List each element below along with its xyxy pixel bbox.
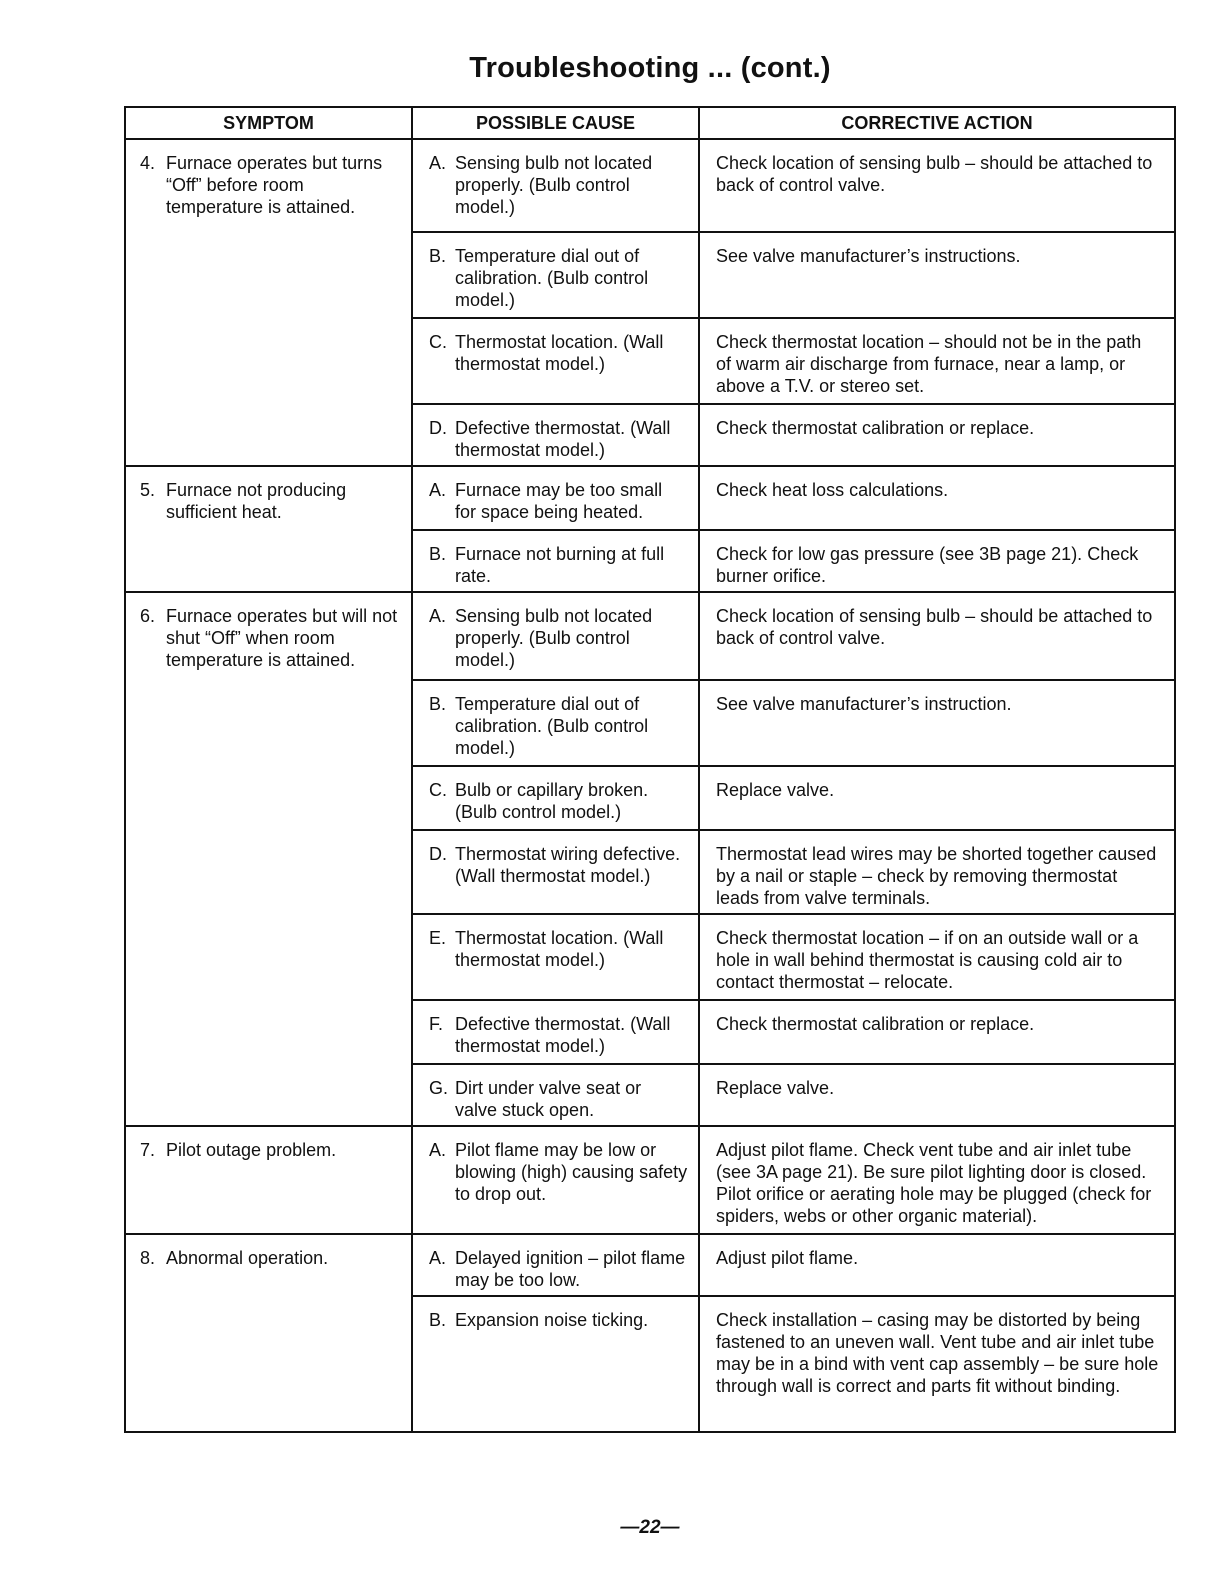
symptom-number: 7. — [140, 1140, 156, 1160]
symptom-cell — [125, 139, 412, 466]
cause-text: Dirt under valve seat or valve stuck open. — [455, 1078, 642, 1120]
cause-text: Expansion noise ticking. — [455, 1310, 649, 1330]
symptom-text: Pilot outage problem. — [166, 1140, 337, 1160]
cause-letter: A. — [429, 1140, 447, 1160]
cause-letter: B. — [429, 694, 447, 714]
symptom-number: 4. — [140, 153, 156, 173]
cause-text: Thermostat location. (Wall thermostat model.) — [455, 928, 664, 970]
cause-cell — [412, 680, 699, 766]
cause-text: Thermostat location. (Wall thermostat model.) — [455, 332, 664, 374]
symptom-cell — [125, 1126, 412, 1234]
action-cell: Adjust pilot flame. Check vent tube and air inlet tube (see 3A page 21). Be sure pilot lighting door is closed. Pilot orifice or aerating hole may be plugged (check for spiders, webs or other organic material). — [699, 1126, 1175, 1234]
cause-cell — [412, 592, 699, 680]
table-row — [125, 592, 1175, 680]
cause-letter: B. — [429, 544, 447, 564]
symptom-text: Abnormal operation. — [166, 1248, 329, 1268]
cause-cell — [412, 232, 699, 318]
action-cell: Check location of sensing bulb – should be attached to back of control valve. — [699, 139, 1175, 232]
cause-cell — [412, 830, 699, 914]
cause-text: Bulb or capillary broken. (Bulb control model.) — [455, 780, 649, 822]
cause-cell — [412, 466, 699, 530]
cause-letter: G. — [429, 1078, 449, 1098]
action-cell: Check thermostat location – if on an outside wall or a hole in wall behind thermostat is causing cold air to contact thermostat – relocate. — [699, 914, 1175, 1000]
header-row — [125, 107, 1175, 139]
cause-cell — [412, 766, 699, 830]
action-cell: Check thermostat calibration or replace. — [699, 404, 1175, 466]
cause-letter: F. — [429, 1014, 444, 1034]
action-cell: See valve manufacturer’s instructions. — [699, 232, 1175, 318]
cause-letter: E. — [429, 928, 447, 948]
troubleshooting-table — [124, 106, 1176, 1433]
symptom-cell — [125, 592, 412, 1126]
cause-text: Sensing bulb not located properly. (Bulb control model.) — [455, 153, 653, 217]
cause-letter: B. — [429, 1310, 447, 1330]
header-corrective-action: CORRECTIVE ACTION — [699, 107, 1175, 139]
symptom-text: Furnace operates but turns “Off” before room temperature is attained. — [166, 153, 383, 217]
symptom-cell — [125, 1234, 412, 1432]
cause-cell — [412, 1126, 699, 1234]
table-row — [125, 139, 1175, 232]
cause-cell — [412, 1000, 699, 1064]
cause-cell — [412, 404, 699, 466]
cause-text: Defective thermostat. (Wall thermostat model.) — [455, 418, 671, 460]
cause-text: Furnace not burning at full rate. — [455, 544, 665, 586]
cause-cell — [412, 530, 699, 592]
cause-cell — [412, 1296, 699, 1432]
action-cell: Replace valve. — [699, 766, 1175, 830]
header-symptom: SYMPTOM — [125, 107, 412, 139]
action-cell: Adjust pilot flame. — [699, 1234, 1175, 1296]
cause-text: Delayed ignition – pilot flame may be too low. — [455, 1248, 686, 1290]
cause-text: Sensing bulb not located properly. (Bulb control model.) — [455, 606, 653, 670]
cause-letter: A. — [429, 606, 447, 626]
cause-letter: D. — [429, 844, 447, 864]
symptom-text: Furnace operates but will not shut “Off” when room temperature is attained. — [166, 606, 398, 670]
action-cell: Thermostat lead wires may be shorted together caused by a nail or staple – check by removing thermostat leads from valve terminals. — [699, 830, 1175, 914]
action-cell: Check thermostat location – should not be in the path of warm air discharge from furnace, near a lamp, or above a T.V. or stereo set. — [699, 318, 1175, 404]
cause-cell — [412, 1234, 699, 1296]
symptom-number: 6. — [140, 606, 156, 626]
table-row — [125, 1234, 1175, 1296]
page-title: Troubleshooting ... (cont.) — [469, 52, 831, 84]
symptom-cell — [125, 466, 412, 592]
cause-cell — [412, 1064, 699, 1126]
table-row — [125, 466, 1175, 530]
header-possible-cause: POSSIBLE CAUSE — [412, 107, 699, 139]
action-cell: Check location of sensing bulb – should be attached to back of control valve. — [699, 592, 1175, 680]
cause-text: Temperature dial out of calibration. (Bulb control model.) — [455, 246, 649, 310]
symptom-text: Furnace not producing sufficient heat. — [166, 480, 347, 522]
action-cell: See valve manufacturer’s instruction. — [699, 680, 1175, 766]
cause-text: Thermostat wiring defective. (Wall thermostat model.) — [455, 844, 681, 886]
cause-cell — [412, 914, 699, 1000]
cause-text: Temperature dial out of calibration. (Bulb control model.) — [455, 694, 649, 758]
cause-letter: A. — [429, 480, 447, 500]
action-cell: Replace valve. — [699, 1064, 1175, 1126]
action-cell: Check heat loss calculations. — [699, 466, 1175, 530]
cause-letter: B. — [429, 246, 447, 266]
cause-text: Pilot flame may be low or blowing (high) causing safety to drop out. — [455, 1140, 688, 1204]
cause-cell — [412, 318, 699, 404]
cause-letter: D. — [429, 418, 447, 438]
action-cell: Check thermostat calibration or replace. — [699, 1000, 1175, 1064]
cause-letter: A. — [429, 1248, 447, 1268]
cause-text: Defective thermostat. (Wall thermostat model.) — [455, 1014, 671, 1056]
cause-letter: C. — [429, 780, 447, 800]
symptom-number: 5. — [140, 480, 156, 500]
action-cell: Check for low gas pressure (see 3B page 21). Check burner orifice. — [699, 530, 1175, 592]
cause-text: Furnace may be too small for space being heated. — [455, 480, 663, 522]
page-number: —22— — [620, 1517, 680, 1538]
table-row — [125, 1126, 1175, 1234]
cause-letter: A. — [429, 153, 447, 173]
action-cell: Check installation – casing may be distorted by being fastened to an uneven wall. Vent tube and air inlet tube may be in a bind with vent cap assembly – be sure hole through wall is correct and parts fit without binding. — [699, 1296, 1175, 1432]
cause-cell — [412, 139, 699, 232]
cause-letter: C. — [429, 332, 447, 352]
symptom-number: 8. — [140, 1248, 156, 1268]
